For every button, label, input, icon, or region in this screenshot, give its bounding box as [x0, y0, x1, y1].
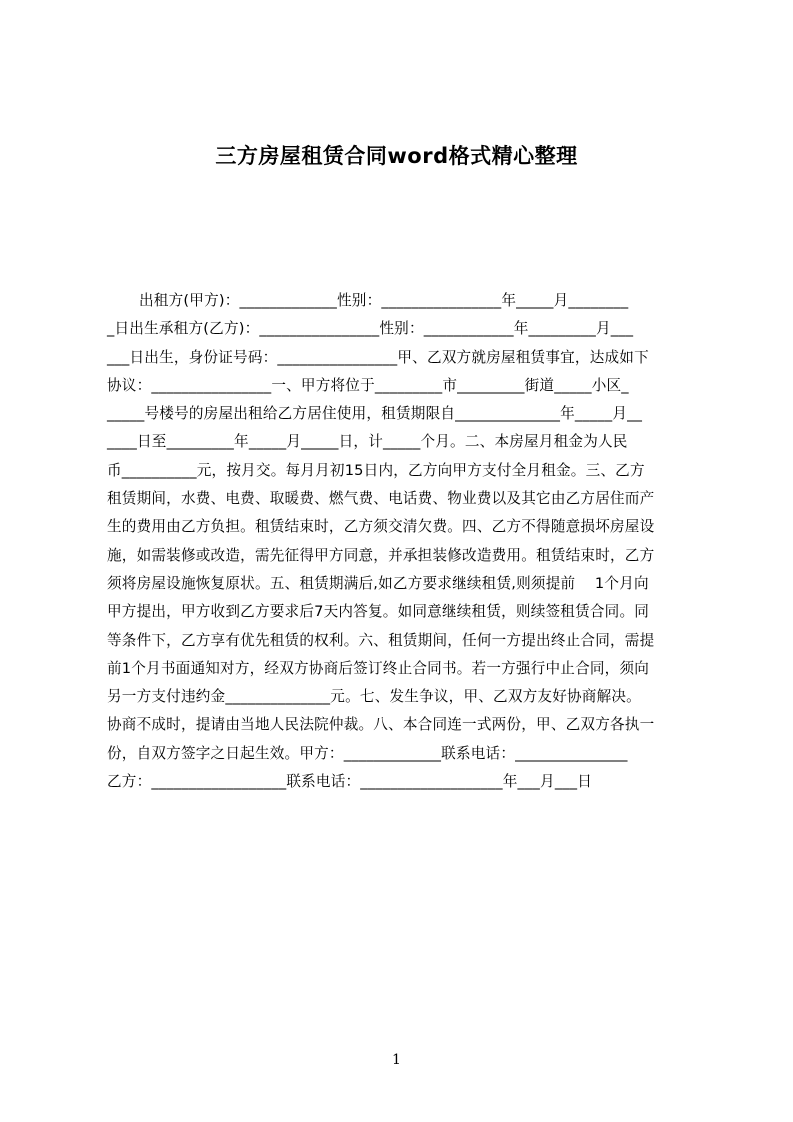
body-line: 须将房屋设施恢复原状。五、租赁期满后,如乙方要求继续租赁,则须提前 1个月向	[107, 574, 649, 592]
body-line: 租赁期间，水费、电费、取暖费、燃气费、电话费、物业费以及其它由乙方居住而产	[107, 490, 655, 508]
body-line: 乙方：__________________联系电话：___________________年___月___日	[107, 773, 593, 791]
body-line: 出租方(甲方)：_____________性别：________________年_____月________	[139, 292, 629, 309]
contract-body	[107, 287, 699, 796]
body-line: 生的费用由乙方负担。租赁结束时，乙方须交清欠费。四、乙方不得随意损坏房屋设	[107, 518, 655, 536]
body-line: 币__________元，按月交。每月月初15日内，乙方向甲方支付全月租金。三、乙方	[107, 461, 645, 479]
body-line: 协商不成时，提请由当地人民法院仲裁。八、本合同连一式两份，甲、乙双方各执一	[107, 716, 655, 734]
body-line: ___日出生，身份证号码：________________甲、乙双方就房屋租赁事宜，达成如下	[107, 348, 649, 366]
body-line: 前1个月书面通知对方，经双方协商后签订终止合同书。若一方强行中止合同，须向	[107, 659, 650, 677]
document-title: 三方房屋租赁合同word格式精心整理	[215, 144, 578, 168]
page-number: 1	[392, 1052, 401, 1068]
body-line: 施，如需装修或改造，需先征得甲方同意，并承担装修改造费用。租赁结束时，乙方	[107, 546, 655, 564]
body-line: _____号楼号的房屋出租给乙方居住使用，租赁期限自______________年_____月__	[107, 405, 643, 423]
body-line: _日出生承租方(乙方)：________________性别：____________年_________月___	[107, 320, 634, 338]
body-line: ____日至_________年_____月_____日，计_____个月。二、本房屋月租金为人民	[107, 433, 628, 451]
body-line: 甲方提出，甲方收到乙方要求后7天内答复。如同意继续租赁，则续签租赁合同。同	[107, 603, 650, 621]
body-line: 等条件下，乙方享有优先租赁的权利。六、租赁期间，任何一方提出终止合同，需提	[107, 631, 655, 649]
body-line: 份，自双方签字之日起生效。甲方：_____________联系电话：_______________	[107, 744, 628, 762]
body-line: 协议：________________一、甲方将位于_________市_________街道_____小区_	[107, 376, 629, 394]
body-line: 另一方支付违约金______________元。七、发生争议，甲、乙双方友好协商解决。	[107, 688, 641, 706]
